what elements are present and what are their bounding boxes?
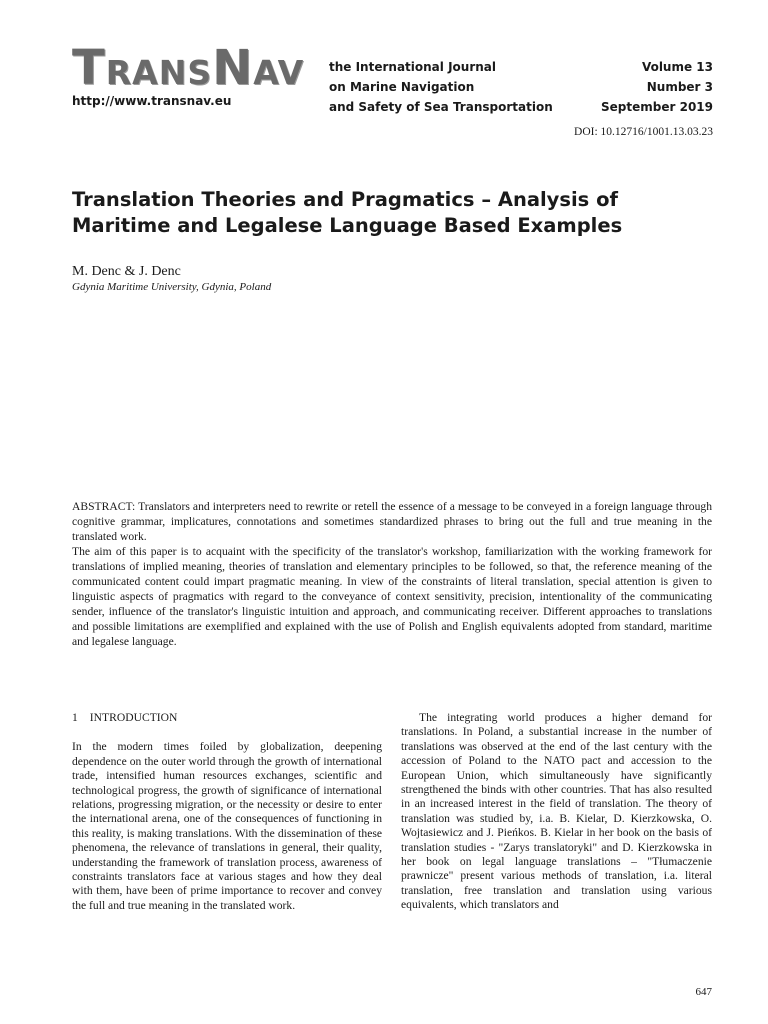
journal-name [329,57,553,117]
abstract-paragraph-2: The aim of this paper is to acquaint with the specificity of the translator's workshop, familiarization with the working framework for translations of implied meaning, theories of translation and elementary principles to be followed, so that, the reference meaning of the communicated content could impart pragmatic meaning. In view of the constraints of literal translation, special attention is given to linguistic aspects of pragmatics with regard to the conveyance of context sensitivity, precision, intentionality of the communicating sender, influence of the translator's linguistic intuition and approach, and communicating receiver. Different approaches to translations and possible limitations are exemplified and explained with the use of Polish and English equivalents adopted from standard, maritime and legalese language. [72,545,712,648]
issue-info [601,57,713,117]
section-heading [72,711,382,725]
journal-url[interactable]: http://www.transnav.eu [72,94,232,108]
abstract-paragraph-1: ABSTRACT: Translators and interpreters need to rewrite or retell the essence of a message to be conveyed in a foreign language through cognitive grammar, implicatures, connotations and sometimes standardized phrases to bring out the full and true meaning in the translated work. [72,500,712,543]
issue-date: September 2019 [601,100,713,114]
intro-paragraph-2: The integrating world produces a higher demand for translations. In Poland, a substantial increase in the number of translations was observed at the end of the last century with the accession of Poland to the NATO pact and accession to the European Union, which simultaneously have significantly strengthened the binds with other countries. That has also resulted in an increased interest in the field of translation. The theory of translation was studied by, i.a. B. Kielar, D. Kierzkowska, O. Wojtasiewicz and J. Pieńkos. B. Kielar in her book on the basis of translation studies - "Zarys translatoryki" and D. Kierzkowska in her book on legal language translations – "Tłumaczenie prawnicze" present various methods of translation, i.a. literal translation, free translation and translation using various equivalents, which translators and [401,711,712,912]
journal-name-line-1: the International Journal [329,60,496,74]
journal-name-line-2: on Marine Navigation [329,80,475,94]
body-left-column [72,711,382,913]
doi: DOI: 10.12716/1001.13.03.23 [574,126,713,138]
volume: Volume 13 [641,60,713,74]
section-title: INTRODUCTION [89,711,178,724]
body-right-column [401,711,712,913]
article-title: Translation Theories and Pragmatics – Analysis of Maritime and Legalese Language Based Examples [72,188,623,237]
authors: M. Denc & J. Denc [72,264,181,279]
abstract [72,499,712,649]
issue-number: Number 3 [646,80,713,94]
section-number: 1 [72,711,78,724]
transnav-logo: TRANSNAV [72,40,305,96]
journal-name-line-3: and Safety of Sea Transportation [329,100,553,114]
intro-paragraph-1: In the modern times foiled by globalization, deepening dependence on the outer world through the growth of international trade, intensified human resources exchanges, scientific and technological progress, the growth of significance of international relations, progressing migration, or the necessity or desire to enter the international arena, one of the consequences of functioning in this reality, is making translations. With the dissemination of these phenomena, the relevance of translations in general, their quality, understanding the framework of translation process, awareness of constraints translators face at various stages and how they deal with them, have been of prime importance to recover and convey the full and true meaning in the translated work. [72,740,382,912]
affiliation: Gdynia Maritime University, Gdynia, Poland [72,281,272,293]
page-number: 647 [695,986,712,998]
